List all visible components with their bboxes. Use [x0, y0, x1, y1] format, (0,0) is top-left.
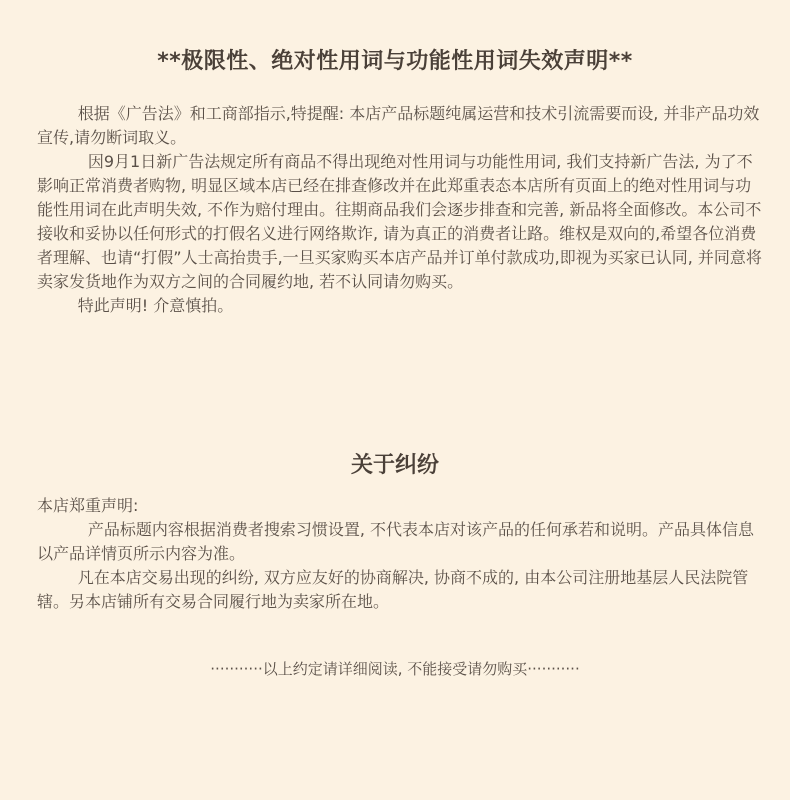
disputes-body: [37, 494, 763, 614]
disputes-paragraph: 产品标题内容根据消费者搜索习惯设置, 不代表本店对该产品的任何承若和说明。产品具体信息以产品详情页所示内容为准。: [37, 520, 755, 563]
disclaimer-body: [37, 102, 763, 318]
disclaimer-paragraph: 根据《广告法》和工商部指示,特提醒: 本店产品标题纯属运营和技术引流需要而设, 并非产品功效宣传,请勿断词取义。: [37, 104, 760, 147]
disclaimer-paragraph: 特此声明! 介意慎拍。: [37, 296, 234, 315]
disputes-intro: 本店郑重声明:: [37, 496, 139, 515]
disputes-paragraph: 凡在本店交易出现的纠纷, 双方应友好的协商解决, 协商不成的, 由本公司注册地基层人民法院管辖。另本店铺所有交易合同履行地为卖家所在地。: [37, 568, 749, 611]
footer-note: ···········以上约定请详细阅读, 不能接受请勿购买···········: [210, 660, 580, 678]
disputes-title: 关于纠纷: [350, 453, 439, 478]
disclaimer-title: **极限性、绝对性用词与功能性用词失效声明**: [157, 49, 633, 74]
disclaimer-paragraph: 因9月1日新广告法规定所有商品不得出现绝对性用词与功能性用词, 我们支持新广告法, 为了不影响正常消费者购物, 明显区域本店已经在排查修改并在此郑重表态本店所有页面上的绝对性用词与功能性用词在此声明失效, 不作为赔付理由。往期商品我们会逐步排查和完善, 新品将全面修改。本公司不接收和妥协以任何形式的打假名义进行网络欺诈, 请为真正的消费者让路。维权是双向的,希望各位消费者理解、也请“打假”人士高抬贵手,一旦买家购买本店产品并订单付款成功,即视为买家已认同, 并同意将卖家发货地作为双方之间的合同履约地, 若不认同请勿购买。: [37, 152, 762, 291]
